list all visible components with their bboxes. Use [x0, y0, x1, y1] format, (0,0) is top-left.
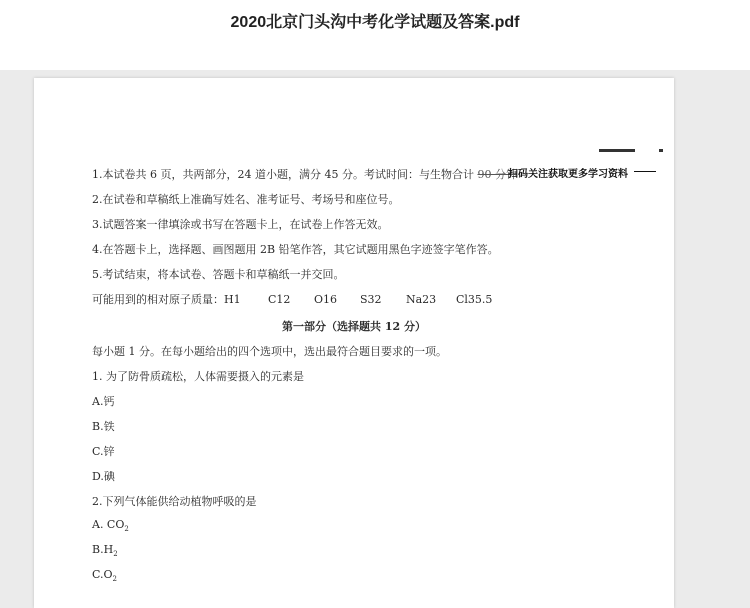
notice-item-4: 4.在答题卡上，选择题、画图题用 2B 铅笔作答，其它试题用黑色字迹签字笔作答。 [92, 243, 499, 256]
notice-item-3: 3.试题答案一律填涂或书写在答题卡上，在试卷上作答无效。 [92, 218, 389, 231]
notice-item-1-struck: 90 分钟 [477, 168, 517, 181]
watermark-dash [634, 171, 656, 172]
atomic-mass-cl: Cl35.5 [456, 293, 493, 306]
watermark-text: 扫码关注获取更多学习资料 [508, 169, 628, 180]
question-1-stem: 1. 为了防骨质疏松，人体需要摄入的元素是 [92, 370, 304, 383]
question-2-option-a-sub: 2 [124, 525, 129, 534]
question-2-stem: 2.下列气体能供给动植物呼吸的是 [92, 495, 257, 508]
question-2-option-c [92, 568, 117, 583]
atomic-mass-c: C12 [268, 293, 291, 306]
question-1-option-c: C.锌 [92, 445, 115, 458]
question-1-option-b: B.铁 [92, 420, 115, 433]
question-1-option-d: D.碘 [92, 470, 115, 483]
atomic-mass-na: Na23 [406, 293, 437, 306]
atomic-mass-row [92, 291, 492, 307]
question-2-option-c-sub: 2 [112, 575, 118, 584]
atomic-mass-label: 可能用到的相对原子质量： [92, 293, 224, 306]
section-title: 第一部分（选择题共 12 分） [282, 320, 426, 333]
notice-item-1-text: 1.本试卷共 6 页，共两部分，24 道小题，满分 45 分。考试时间：与生物合计 [92, 168, 474, 181]
question-2-option-b [92, 543, 118, 558]
atomic-mass-h: H1 [224, 293, 241, 306]
document-title: 2020北京门头沟中考化学试题及答案.pdf [230, 14, 520, 31]
question-2-option-a-text: A. CO [92, 518, 125, 531]
pdf-page [34, 78, 674, 608]
section-instruction: 每小题 1 分。在每小题给出的四个选项中，选出最符合题目要求的一项。 [92, 345, 447, 358]
header-rule-dot [659, 149, 663, 152]
question-1-option-a: A.钙 [92, 395, 115, 408]
header-rule-mark [599, 149, 635, 152]
question-2-option-b-sub: 2 [113, 550, 118, 559]
viewer-header [0, 0, 750, 70]
notice-item-1 [92, 166, 517, 182]
question-2-option-c-text: C.O [92, 568, 113, 581]
notice-item-2: 2.在试卷和草稿纸上准确写姓名、准考证号、考场号和座位号。 [92, 193, 400, 206]
question-2-option-b-text: B.H [92, 543, 114, 556]
atomic-mass-s: S32 [360, 293, 382, 306]
atomic-mass-o: O16 [314, 293, 338, 306]
question-2-option-a [92, 518, 129, 533]
notice-item-5: 5.考试结束，将本试卷、答题卡和草稿纸一并交回。 [92, 268, 345, 281]
